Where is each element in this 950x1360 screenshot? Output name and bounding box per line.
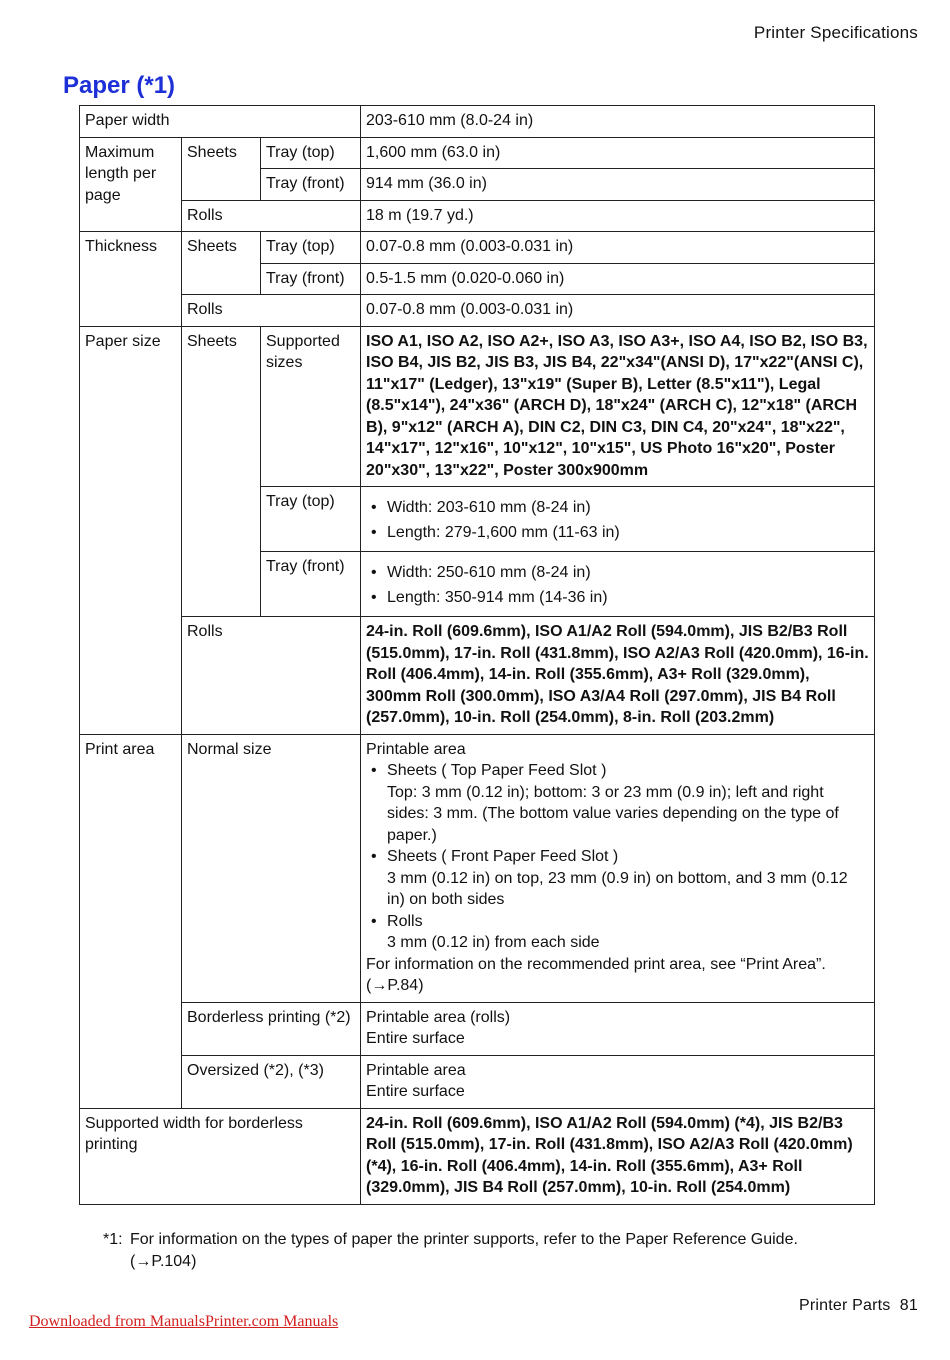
table-row [80, 200, 875, 232]
paper-size-sheets-label: Sheets [182, 326, 261, 617]
borderless-line-1: Printable area (rolls) [366, 1008, 511, 1026]
thickness-tray-top-value: 0.07-0.8 mm (0.003-0.031 in) [361, 232, 875, 264]
table-row [80, 1108, 875, 1204]
max-length-tray-front-label: Tray (front) [261, 169, 361, 201]
max-length-tray-top-label: Tray (top) [261, 137, 361, 169]
thickness-tray-front-label: Tray (front) [261, 263, 361, 295]
paper-size-label: Paper size [80, 326, 182, 734]
thickness-tray-top-label: Tray (top) [261, 232, 361, 264]
borderless-line-2: Entire surface [366, 1030, 465, 1047]
print-area-normal-value [361, 734, 875, 1002]
max-length-tray-front-value: 914 mm (36.0 in) [361, 169, 875, 201]
oversized-line-2: Entire surface [366, 1083, 465, 1100]
bullet-icon: • [371, 762, 377, 779]
paper-size-tray-top-value [361, 487, 875, 552]
list-item [366, 911, 869, 954]
list-item: • Width: 250-610 mm (8-24 in) [366, 562, 869, 584]
list-item: • Length: 279-1,600 mm (11-63 in) [366, 522, 869, 544]
max-length-rolls-value: 18 m (19.7 yd.) [361, 200, 875, 232]
paper-size-tray-top-label: Tray (top) [261, 487, 361, 552]
oversized-label: Oversized (*2), (*3) [182, 1055, 361, 1108]
table-row [80, 137, 875, 169]
paper-width-label: Paper width [80, 106, 361, 138]
max-length-rolls-label: Rolls [182, 200, 361, 232]
borderless-printing-label: Borderless printing (*2) [182, 1002, 361, 1055]
table-row [80, 232, 875, 264]
thickness-label: Thickness [80, 232, 182, 327]
thickness-tray-front-value: 0.5-1.5 mm (0.020-0.060 in) [361, 263, 875, 295]
table-row [80, 734, 875, 1002]
table-row [80, 295, 875, 327]
print-area-label: Print area [80, 734, 182, 1108]
list-item: • Length: 350-914 mm (14-36 in) [366, 587, 869, 609]
paper-spec-table [79, 105, 875, 1205]
section-title: Paper (*1) [63, 72, 176, 99]
borderless-width-value: 24-in. Roll (609.6mm), ISO A1/A2 Roll (594.0mm) (*4), JIS B2/B3 Roll (515.0mm), 17-in. Roll (431.8mm), ISO A2/A3 Roll (420.0mm) (*4), 16-in. Roll (406.4mm), 14-in. Roll (355.6mm), A3+ Roll (329.0mm), JIS B4 Roll (257.0mm), 10-in. Roll (254.0mm) [361, 1108, 875, 1204]
rolls-desc: 3 mm (0.12 in) from each side [387, 934, 600, 951]
print-area-info: For information on the recommended print area, see “Print Area”. (→P.84) [366, 955, 826, 994]
footer-section: Printer Parts [798, 1297, 891, 1314]
sheets-front-desc: 3 mm (0.12 in) on top, 23 mm (0.9 in) on bottom, and 3 mm (0.12 in) on both sides [387, 869, 848, 908]
paper-size-supported-value: ISO A1, ISO A2, ISO A2+, ISO A3, ISO A3+, ISO A4, ISO B2, ISO B3, ISO B4, JIS B2, JIS B3, JIS B4, 22"x34"(ANSI D), 17"x22"(ANSI C), 11"x17" (Ledger), 13"x19" (Super B), Letter (8.5"x11"), Legal (8.5"x14"), 24"x36" (ARCH D), 18"x24" (ARCH C), 12"x18" (ARCH B), 9"x12" (ARCH A), DIN C2, DIN C3, DIN C4, 20"x24", 18"x22", 14"x17", 12"x16", 10"x12", 10"x15", US Photo 16"x20", Poster 20"x30", 13"x22", Poster 300x900mm [361, 326, 875, 487]
table-row [80, 326, 875, 487]
oversized-value [361, 1055, 875, 1108]
list-item [366, 846, 869, 911]
borderless-printing-value [361, 1002, 875, 1055]
list-item [366, 760, 869, 846]
page-footer [799, 1297, 918, 1315]
print-area-normal-label: Normal size [182, 734, 361, 1002]
download-source-link[interactable]: Downloaded from ManualsPrinter.com Manuals [29, 1313, 339, 1330]
sheets-front-heading: Sheets ( Front Paper Feed Slot ) [387, 848, 619, 865]
paper-width-value: 203-610 mm (8.0-24 in) [361, 106, 875, 138]
sheets-top-heading: Sheets ( Top Paper Feed Slot ) [387, 762, 607, 779]
thickness-rolls-value: 0.07-0.8 mm (0.003-0.031 in) [361, 295, 875, 327]
list-item: • Width: 203-610 mm (8-24 in) [366, 497, 869, 519]
table-row [80, 617, 875, 735]
paper-size-rolls-value: 24-in. Roll (609.6mm), ISO A1/A2 Roll (594.0mm), JIS B2/B3 Roll (515.0mm), 17-in. Roll (431.8mm), ISO A2/A3 Roll (420.0mm), 16-in. Roll (406.4mm), 14-in. Roll (355.6mm), A3+ Roll (329.0mm), 300mm Roll (300.0mm), ISO A3/A4 Roll (297.0mm), JIS B4 Roll (257.0mm), 10-in. Roll (254.0mm), 8-in. Roll (203.2mm) [361, 617, 875, 735]
borderless-width-label: Supported width for borderless printing [80, 1108, 361, 1204]
paper-size-rolls-label: Rolls [182, 617, 361, 735]
bullet-icon: • [371, 912, 377, 930]
max-length-sheets-label: Sheets [182, 137, 261, 200]
thickness-sheets-label: Sheets [182, 232, 261, 295]
footnote-text: For information on the types of paper the printer supports, refer to the Paper Reference Guide. (→P.104) [130, 1231, 798, 1270]
max-length-label: Maximum length per page [80, 137, 182, 232]
table-row [80, 1002, 875, 1055]
page-header-section: Printer Specifications [753, 23, 918, 42]
paper-size-supported-label: Supported sizes [261, 326, 361, 487]
footnote-label: *1: [103, 1231, 123, 1248]
oversized-line-1: Printable area [366, 1061, 466, 1079]
footnote [103, 1229, 863, 1273]
page-number: 81 [899, 1297, 918, 1314]
max-length-tray-top-value: 1,600 mm (63.0 in) [361, 137, 875, 169]
bullet-icon: • [371, 848, 377, 865]
sheets-top-desc: Top: 3 mm (0.12 in); bottom: 3 or 23 mm (0.9 in); left and right sides: 3 mm. (The bottom value varies depending on the type of paper.) [387, 783, 839, 844]
table-row [80, 1055, 875, 1108]
thickness-rolls-label: Rolls [182, 295, 361, 327]
table-row [80, 106, 875, 138]
paper-size-tray-front-value [361, 552, 875, 617]
rolls-heading: Rolls [387, 912, 423, 930]
paper-size-tray-front-label: Tray (front) [261, 552, 361, 617]
printable-area-heading: Printable area [366, 740, 466, 758]
